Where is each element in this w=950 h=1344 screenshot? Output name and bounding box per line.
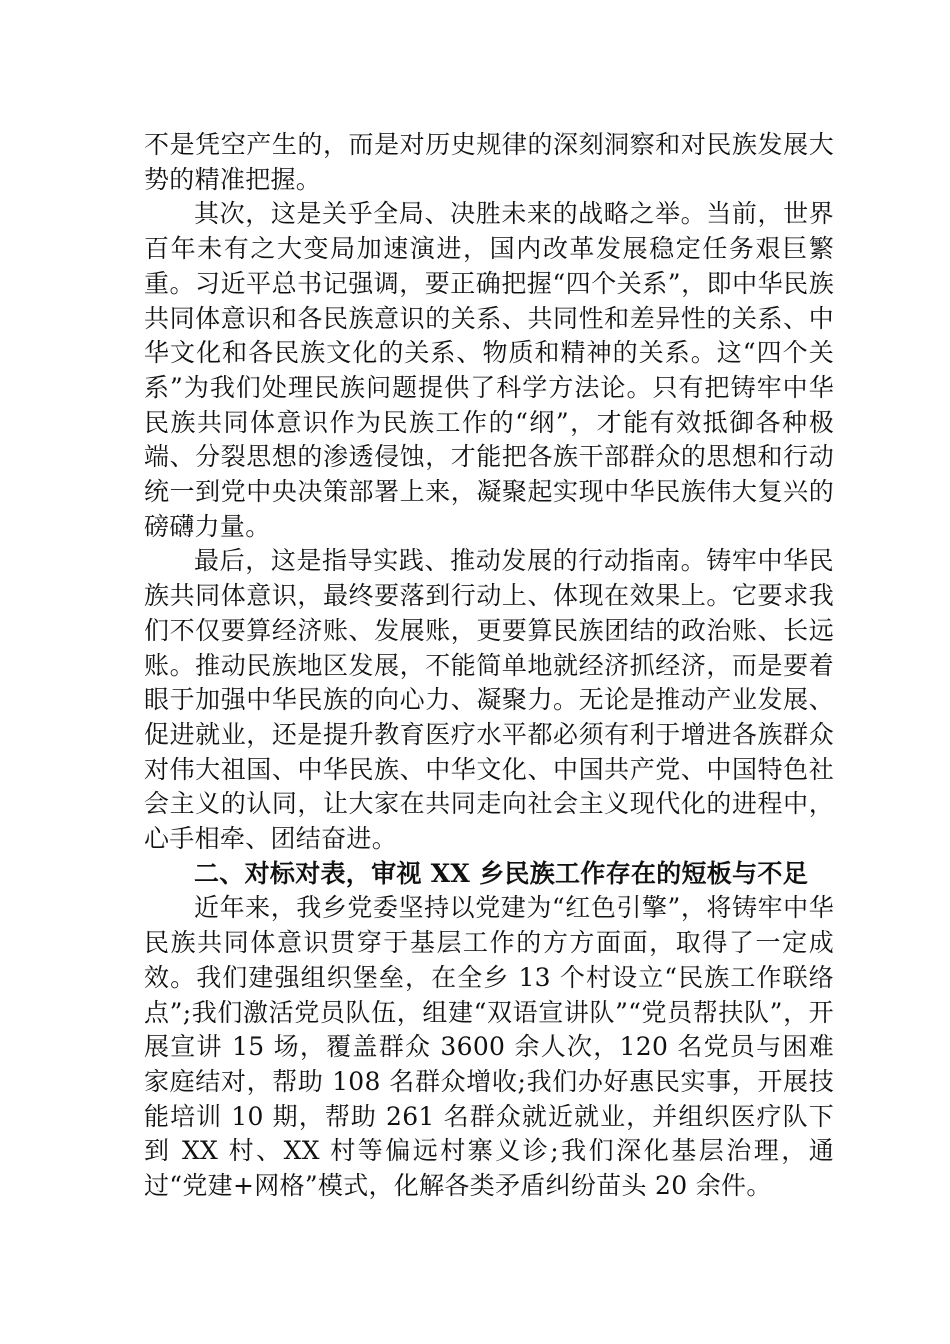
document-body [144,128,834,1204]
paragraph-action-guide: 最后，这是指导实践、推动发展的行动指南。铸牢中华民族共同体意识，最终要落到行动上、体现在效果上。它要求我们不仅要算经济账、发展账，更要算民族团结的政治账、长远账。推动民族地区发展，不能简单地就经济抓经济，而是要着眼于加强中华民族的向心力、凝聚力。无论是推动产业发展、促进就业，还是提升教育医疗水平都必须有利于增进各族群众对伟大祖国、中华民族、中华文化、中国共产党、中国特色社会主义的认同，让大家在共同走向社会主义现代化的进程中，心手相牵、团结奋进。 [144,546,834,854]
paragraph-continuation: 不是凭空产生的，而是对历史规律的深刻洞察和对民族发展大势的精准把握。 [144,130,834,194]
paragraph-strategic-significance: 其次，这是关乎全局、决胜未来的战略之举。当前，世界百年未有之大变局加速演进，国内改革发展稳定任务艰巨繁重。习近平总书记强调，要正确把握“四个关系”，即中华民族共同体意识和各民族意识的关系、共同性和差异性的关系、中华文化和各民族文化的关系、物质和精神的关系。这“四个关系”为我们处理民族问题提供了科学方法论。只有把铸牢中华民族共同体意识作为民族工作的“纲”，才能有效抵御各种极端、分裂思想的渗透侵蚀，才能把各族干部群众的思想和行动统一到党中央决策部署上来，凝聚起实现中华民族伟大复兴的磅礴力量。 [144,199,834,541]
paragraph-achievements: 近年来，我乡党委坚持以党建为“红色引擎”，将铸牢中华民族共同体意识贯穿于基层工作的方方面面，取得了一定成效。我们建强组织堡垒，在全乡 13 个村设立“民族工作联络点”;我们激活党员队伍，组建“双语宣讲队”“党员帮扶队”，开展宣讲 15 场，覆盖群众 3600 余人次，120 名党员与困难家庭结对，帮助 108 名群众增收;我们办好惠民实事，开展技能培训 10 期，帮助 261 名群众就近就业，并组织医疗队下到 XX 村、XX 村等偏远村寨义诊;我们深化基层治理，通过“党建+网格”模式，化解各类矛盾纠纷苗头 20 余件。 [144,893,834,1201]
section-heading: 二、对标对表，审视 XX 乡民族工作存在的短板与不足 [194,858,809,888]
